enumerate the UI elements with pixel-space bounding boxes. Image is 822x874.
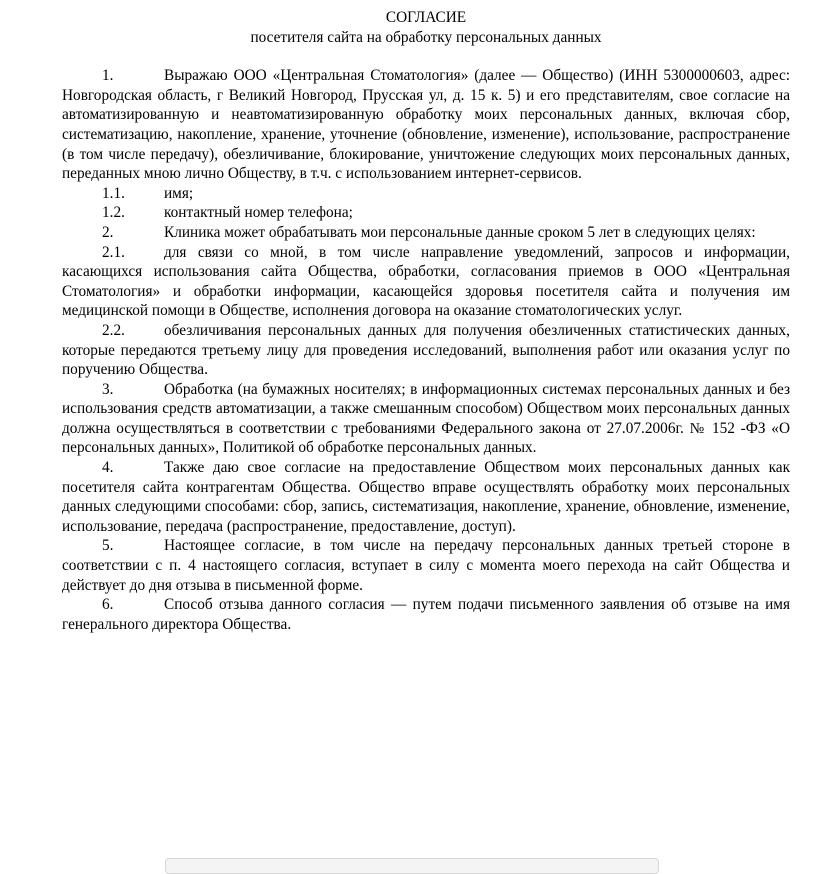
paragraph-text: Также даю свое согласие на предоставление Обществом моих персональных данных как посетителя сайта контрагентам Общества. Общество вправе осуществлять обработку моих персональных данных следующими способами: сбор, запись, систематизация, накопление, хранение, обновление, изменение, использование, передача (распространение, предоставление, доступ). <box>62 459 790 535</box>
paragraph-number: 2.2. <box>102 321 125 339</box>
paragraph-1 <box>62 66 790 184</box>
paragraph-2-1 <box>62 243 790 321</box>
consent-document <box>62 8 790 634</box>
horizontal-scrollbar[interactable] <box>165 858 659 874</box>
paragraph-6 <box>62 595 790 634</box>
paragraph-text: для связи со мной, в том числе направление уведомлений, запросов и информации, касающихся использования сайта Общества, обработки, согласования приемов в ООО «Центральная Стоматология» и обработки информации, касающейся здоровья посетителя сайта и получения им медицинской помощи в Обществе, исполнения договора на оказание стоматологических услуг. <box>62 243 790 320</box>
document-subtitle: посетителя сайта на обработку персональных данных <box>250 28 602 46</box>
paragraph-text: Выражаю ООО «Центральная Стоматология» (далее — Общество) (ИНН 5300000603, адрес: Новгородская область, г Великий Новгород, Прусская ул, д. 15 к. 5) и его представителям, свое согласие на автоматизированную и неавтоматизированную обработку моих персональных данных, включая сбор, систематизацию, накопление, хранение, уточнение (обновление, изменение), использование, распространение (в том числе передачу), обезличивание, блокирование, уничтожение следующих моих персональных данных, переданных мною лично Обществу, в т.ч. с использованием интернет-сервисов. <box>62 67 790 183</box>
paragraph-number: 1.1. <box>102 184 125 202</box>
paragraph-number: 1.2. <box>102 204 125 222</box>
paragraph-number: 5. <box>102 537 114 555</box>
paragraph-text: обезличивания персональных данных для получения обезличенных статистических данных, которые передаются третьему лицу для проведения исследований, выполнения работ или оказания услуг по поручению Общества. <box>62 321 790 379</box>
paragraph-5 <box>62 536 790 595</box>
paragraph-number: 1. <box>102 67 114 85</box>
paragraph-number: 2. <box>102 223 114 241</box>
paragraph-3 <box>62 380 790 458</box>
paragraph-2-2 <box>62 321 790 380</box>
paragraph-number: 6. <box>102 596 114 614</box>
paragraph-number: 4. <box>102 459 114 477</box>
paragraph-1-1 <box>62 184 790 204</box>
paragraph-1-2 <box>62 203 790 223</box>
paragraph-2 <box>62 223 790 243</box>
paragraph-4 <box>62 458 790 536</box>
paragraph-number: 3. <box>102 380 114 398</box>
document-title: СОГЛАСИЕ <box>385 9 467 26</box>
paragraph-text: имя; <box>164 184 194 202</box>
paragraph-text: Способ отзыва данного согласия — путем подачи письменного заявления об отзыве на имя генерального директора Общества. <box>62 596 790 633</box>
paragraph-text: Клиника может обрабатывать мои персональные данные сроком 5 лет в следующих целях: <box>164 223 756 241</box>
paragraph-text: Настоящее согласие, в том числе на передачу персональных данных третьей стороне в соответствии с п. 4 настоящего согласия, вступает в силу с момента моего перехода на сайт Общества и действует до дня отзыва в письменной форме. <box>62 537 790 594</box>
paragraph-text: Обработка (на бумажных носителях; в информационных системах персональных данных и без использования средств автоматизации, а также смешанным способом) Обществом моих персональных данных должна осуществляться в соответствии с требованиями Федерального закона от 27.07.2006г. № 152 -ФЗ «О персональных данных», Политикой об обработке персональных данных. <box>62 380 790 457</box>
paragraph-number: 2.1. <box>102 243 125 261</box>
paragraph-text: контактный номер телефона; <box>164 204 353 222</box>
